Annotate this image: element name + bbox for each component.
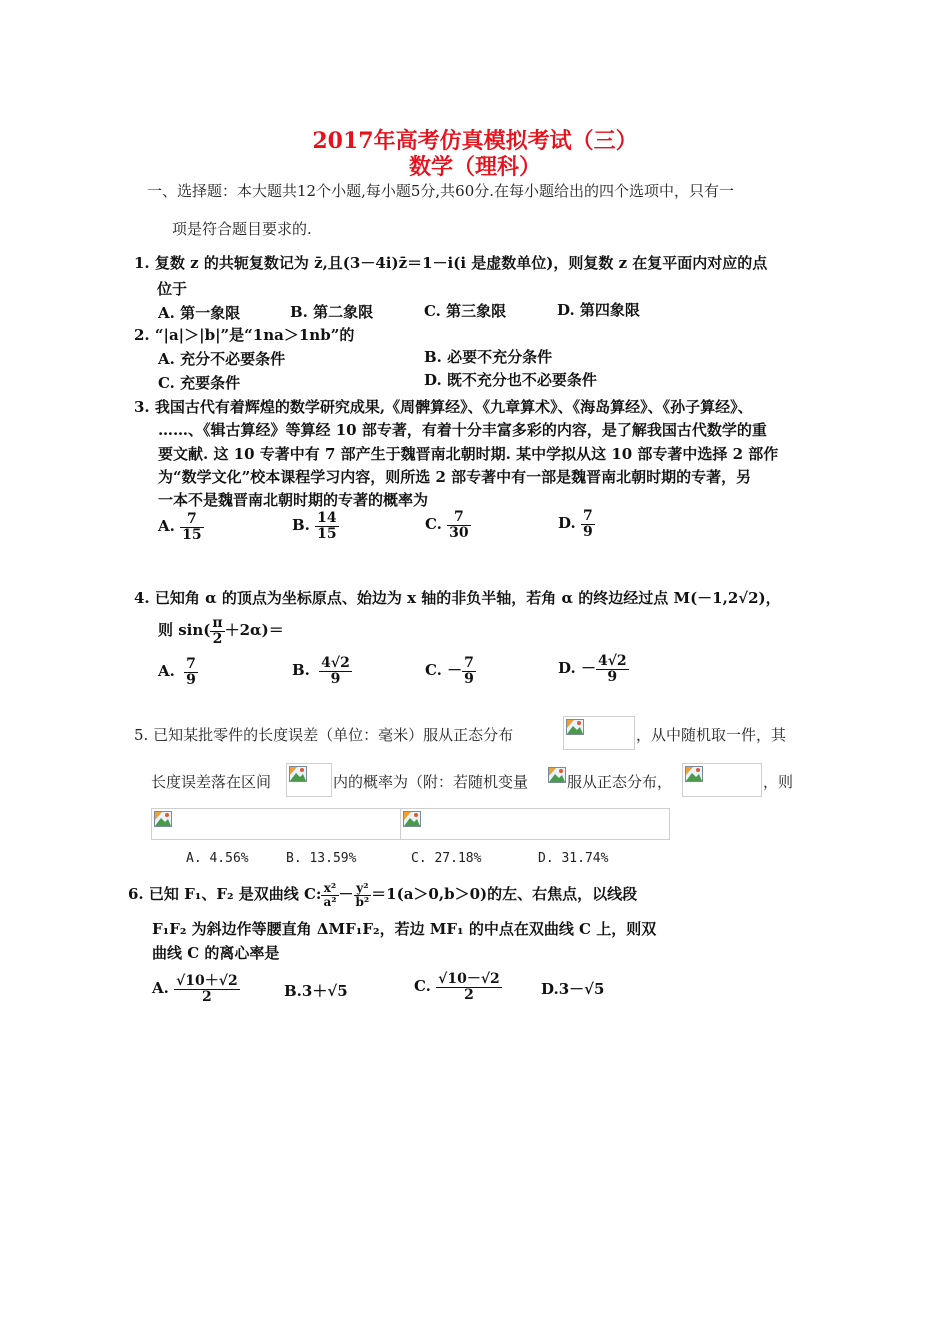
question-5-option-d: D. 31.74% (538, 851, 609, 866)
formula-image-variable (548, 765, 566, 787)
question-3-line2: ……、《辑古算经》等算经 10 部专著，有着十分丰富多彩的内容，是了解我国古代数学的重 (158, 421, 767, 439)
formula-image-prob-1 (151, 808, 401, 840)
broken-image-icon (685, 766, 703, 782)
formula-image-prob-2 (400, 808, 670, 840)
question-5-line1-part2: ，从中随机取一件，其 (636, 726, 787, 744)
question-3-option-b: B. $\frac{14}{15}$ (292, 510, 337, 542)
question-4-option-b: B. $\frac{4√2}{9}$ (292, 655, 350, 687)
broken-image-icon (548, 767, 566, 783)
question-6-option-d: D.3－√5 (541, 980, 605, 998)
question-5-line2-part4: ，则 (763, 773, 794, 791)
question-4-option-a: A. $\frac{7}{9}$ (158, 656, 196, 688)
question-1-option-c: C. 第三象限 (424, 302, 507, 320)
question-5-option-c: C. 27.18% (411, 851, 482, 866)
question-2-stem: 2. “|a|＞|b|”是“1na＞1nb”的 (134, 326, 355, 344)
question-5-line2-part1: 长度误差落在区间 (151, 773, 272, 791)
question-4-option-c: C. － $\frac{7}{9}$ (425, 655, 474, 687)
question-3-option-a: A. $\frac{7}{15}$ (158, 511, 202, 543)
page-subtitle: 数学（理科） (408, 154, 541, 180)
question-4-option-d: D. － $\frac{4√2}{9}$ (558, 653, 627, 685)
question-3-line4: 为“数学文化”校本课程学习内容，则所选 2 部专著中有一部是魏晋南北朝时期的专著，另 (158, 468, 752, 486)
question-1-option-a: A. 第一象限 (158, 304, 241, 322)
question-6-option-b: B.3＋√5 (284, 982, 348, 1000)
question-3-line3: 要文献. 这 10 专著中有 7 部产生于魏晋南北朝时期. 某中学拟从这 10 部专著中选择 2 部作 (158, 445, 779, 463)
formula-image-interval (286, 763, 332, 797)
question-3-line1: 3. 我国古代有着辉煌的数学研究成果,《周髀算经》、《九章算术》、《海岛算经》、《孙子算经》、 (134, 398, 753, 416)
question-5-option-b: B. 13.59% (286, 851, 357, 866)
question-1-option-d: D. 第四象限 (557, 301, 640, 319)
question-6-option-c: C. $\frac{√10-√2}{2}$ (414, 971, 500, 1003)
broken-image-icon (566, 719, 584, 735)
question-6-line2: F₁F₂ 为斜边作等腰直角 ΔMF₁F₂，若边 MF₁ 的中点在双曲线 C 上，则双 (152, 920, 657, 938)
broken-image-icon (289, 766, 307, 782)
question-2-option-d: D. 既不充分也不必要条件 (424, 371, 597, 389)
question-5-line2-part3: 服从正态分布， (567, 773, 673, 791)
question-6-line3: 曲线 C 的离心率是 (152, 944, 280, 962)
question-4-line2: 则 sin( $\frac{\pi}{2}$ ＋2α)＝ (158, 615, 284, 647)
question-3-option-c: C. $\frac{7}{30}$ (425, 509, 469, 541)
question-1-option-b: B. 第二象限 (290, 303, 374, 321)
question-3-line5: 一本不是魏晋南北朝时期的专著的概率为 (158, 491, 429, 509)
question-5-line2-part2: 内的概率为（附：若随机变量 (333, 773, 529, 791)
question-2-option-a: A. 充分不必要条件 (158, 350, 286, 368)
question-1-line2: 位于 (157, 280, 188, 298)
question-6-line1: 6. 已知 F₁、F₂ 是双曲线 C: $\frac{\text{x²}}{\text{a²}}$ － $\frac{\text{y²}}{\text{b²}}$ ＝1(a＞0,b＞0)的左、右焦点，以线段 (128, 881, 638, 909)
question-5-option-a: A. 4.56% (186, 851, 249, 866)
question-3-option-d: D. $\frac{7}{9}$ (558, 508, 593, 540)
question-1-line1: 1. 复数 z 的共轭复数记为 z̄,且(3－4i)z̄＝1－i(i 是虚数单位)，则复数 z 在复平面内对应的点 (134, 254, 768, 272)
question-6-option-a: A. $\frac{√10+√2}{2}$ (152, 973, 238, 1005)
section-heading-line1: 一、选择题：本大题共12个小题,每小题5分,共60分.在每小题给出的四个选项中，只有一 (147, 182, 735, 200)
broken-image-icon (403, 811, 421, 827)
formula-image-distribution (682, 763, 762, 797)
question-5-line1-part1: 5. 已知某批零件的长度误差（单位：毫米）服从正态分布 (134, 726, 514, 744)
question-2-option-c: C. 充要条件 (158, 374, 241, 392)
question-4-line1: 4. 已知角 α 的顶点为坐标原点、始边为 x 轴的非负半轴，若角 α 的终边经过点 M(－1,2√2)， (134, 589, 781, 607)
question-2-option-b: B. 必要不充分条件 (424, 348, 553, 366)
broken-image-icon (154, 811, 172, 827)
section-heading-line2: 项是符合题目要求的. (172, 220, 312, 238)
page-title: 2017年高考仿真模拟考试（三） (312, 128, 638, 154)
formula-image-normal-dist (563, 716, 635, 750)
